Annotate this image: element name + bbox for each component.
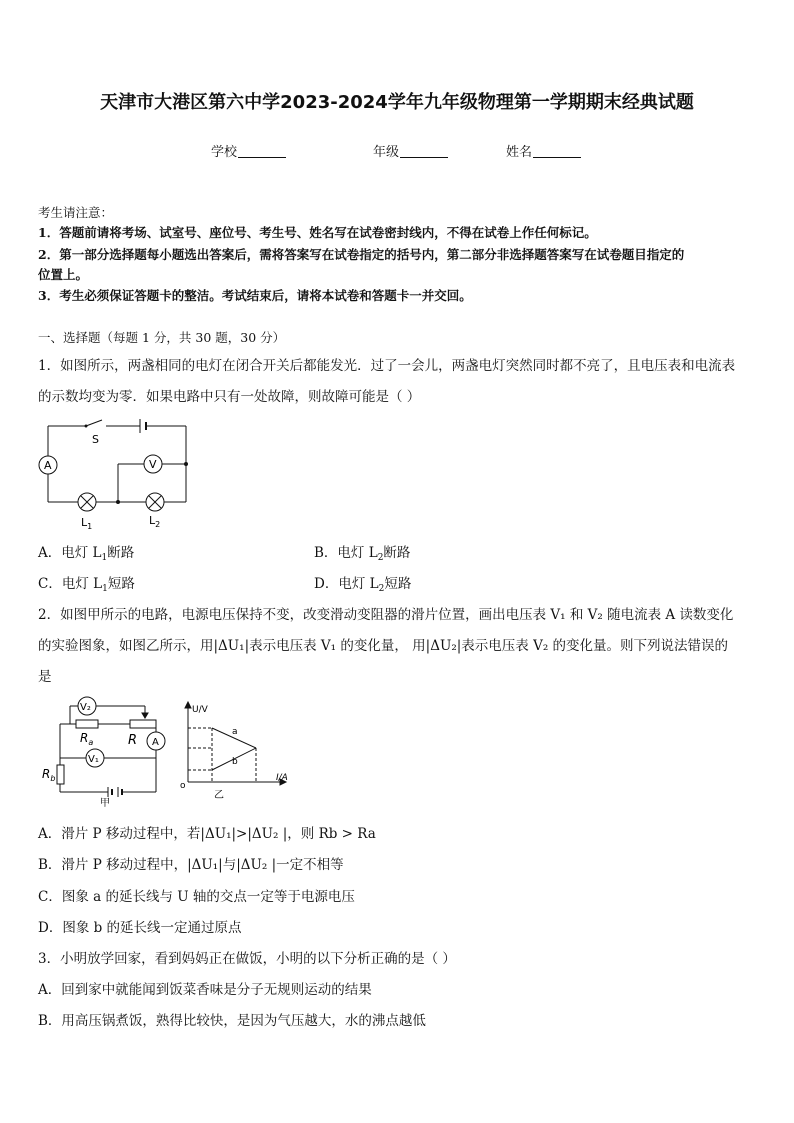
notice-heading: 考生请注意： <box>38 205 114 220</box>
q1-option-b[interactable]: B．电灯 $L_2$断路 <box>314 545 411 563</box>
notice-item-2: 2．第一部分选择题每小题选出答案后，需将答案写在试卷指定的括号内，第二部分非选择题答案写在试卷题目指定的 <box>38 247 685 262</box>
ammeter-a-label: A <box>152 737 159 748</box>
name-label: 姓名 <box>506 145 533 160</box>
notice-item-2-cont: 位置上。 <box>38 267 89 282</box>
v2-label: V₂ <box>80 702 91 713</box>
page-title: 天津市大港区第六中学2023-2024学年九年级物理第一学期期末经典试题 <box>100 92 694 113</box>
graph-line-a-label: a <box>232 727 238 737</box>
section-heading: 一、选择题（每题 1 分，共 30 题，30 分） <box>38 330 286 345</box>
school-label: 学校 <box>211 145 238 160</box>
jia-label: 甲 <box>100 798 110 808</box>
q2-graph <box>176 698 296 802</box>
ammeter-label: A <box>44 459 52 472</box>
q3-option-a[interactable]: A．回到家中就能闻到饭菜香味是分子无规则运动的结果 <box>38 982 372 998</box>
school-field[interactable] <box>211 141 286 160</box>
notice-item-3: 3．考生必须保证答题卡的整洁。考试结束后，请将本试卷和答题卡一并交回。 <box>38 288 472 303</box>
graph-y-axis-label: U/V <box>192 705 208 715</box>
graph-line-b-label: b <box>232 757 238 767</box>
q1-option-d[interactable]: D．电灯 $L_2$短路 <box>314 576 412 594</box>
r-label: R <box>128 733 138 748</box>
voltmeter-label: V <box>149 458 157 471</box>
q2-option-c[interactable]: C．图象 a 的延长线与 U 轴的交点一定等于电源电压 <box>38 889 355 905</box>
q1-stem-line1: 1．如图所示，两盏相同的电灯在闭合开关后都能发光．过了一会儿，两盏电灯突然同时都不亮了，且电压表和电流表 <box>38 358 736 374</box>
notice-item-1: 1．答题前请将考场、试室号、座位号、考生号、姓名写在试卷密封线内，不得在试卷上作任何标记。 <box>38 225 597 240</box>
grade-field[interactable] <box>373 141 448 160</box>
name-blank[interactable] <box>533 145 581 158</box>
q3-option-b[interactable]: B．用高压锅煮饭，熟得比较快，是因为气压越大，水的沸点越低 <box>38 1013 426 1029</box>
q3-stem: 3．小明放学回家，看到妈妈正在做饭，小明的以下分析正确的是（ ） <box>38 951 456 967</box>
graph-x-axis-label: I/A <box>276 773 288 783</box>
yi-label: 乙 <box>214 790 224 801</box>
q2-option-a[interactable]: A．滑片 P 移动过程中，若|ΔU₁|>|ΔU₂ |，则 Rb > Ra <box>38 826 376 842</box>
q2-stem-line1: 2．如图甲所示的电路，电源电压保持不变，改变滑动变阻器的滑片位置，画出电压表 V₁ 和 V₂ 随电流表 A 读数变化 <box>38 607 734 623</box>
q1-stem-line2: 的示数均变为零．如果电路中只有一处故障，则故障可能是（ ） <box>38 389 421 405</box>
q1-circuit-diagram <box>38 416 198 534</box>
q1-option-c[interactable]: C．电灯 $L_1$短路 <box>38 576 135 594</box>
grade-blank[interactable] <box>400 145 448 158</box>
l2-label: $L_2$ <box>149 514 161 529</box>
q1-option-a[interactable]: A．电灯 $L_1$断路 <box>38 545 135 563</box>
q2-circuit-diagram <box>38 692 178 808</box>
name-field[interactable] <box>506 141 581 160</box>
rb-label: $R_b$ <box>42 767 56 783</box>
q2-stem-line3: 是 <box>38 669 52 685</box>
q2-option-d[interactable]: D．图象 b 的延长线一定通过原点 <box>38 920 242 936</box>
q2-stem-line2: 的实验图象，如图乙所示，用|ΔU₁|表示电压表 V₁ 的变化量， 用|ΔU₂|表示电压表 V₂ 的变化量。则下列说法错误的 <box>38 638 729 654</box>
ra-label: $R_a$ <box>80 731 94 747</box>
grade-label: 年级 <box>373 145 400 160</box>
q2-option-b[interactable]: B．滑片 P 移动过程中，|ΔU₁|与|ΔU₂ |一定不相等 <box>38 857 344 873</box>
graph-origin-label: o <box>180 781 186 791</box>
v1-label: V₁ <box>88 754 99 765</box>
l1-label: $L_1$ <box>81 516 93 531</box>
school-blank[interactable] <box>238 145 286 158</box>
switch-label: S <box>92 433 99 446</box>
